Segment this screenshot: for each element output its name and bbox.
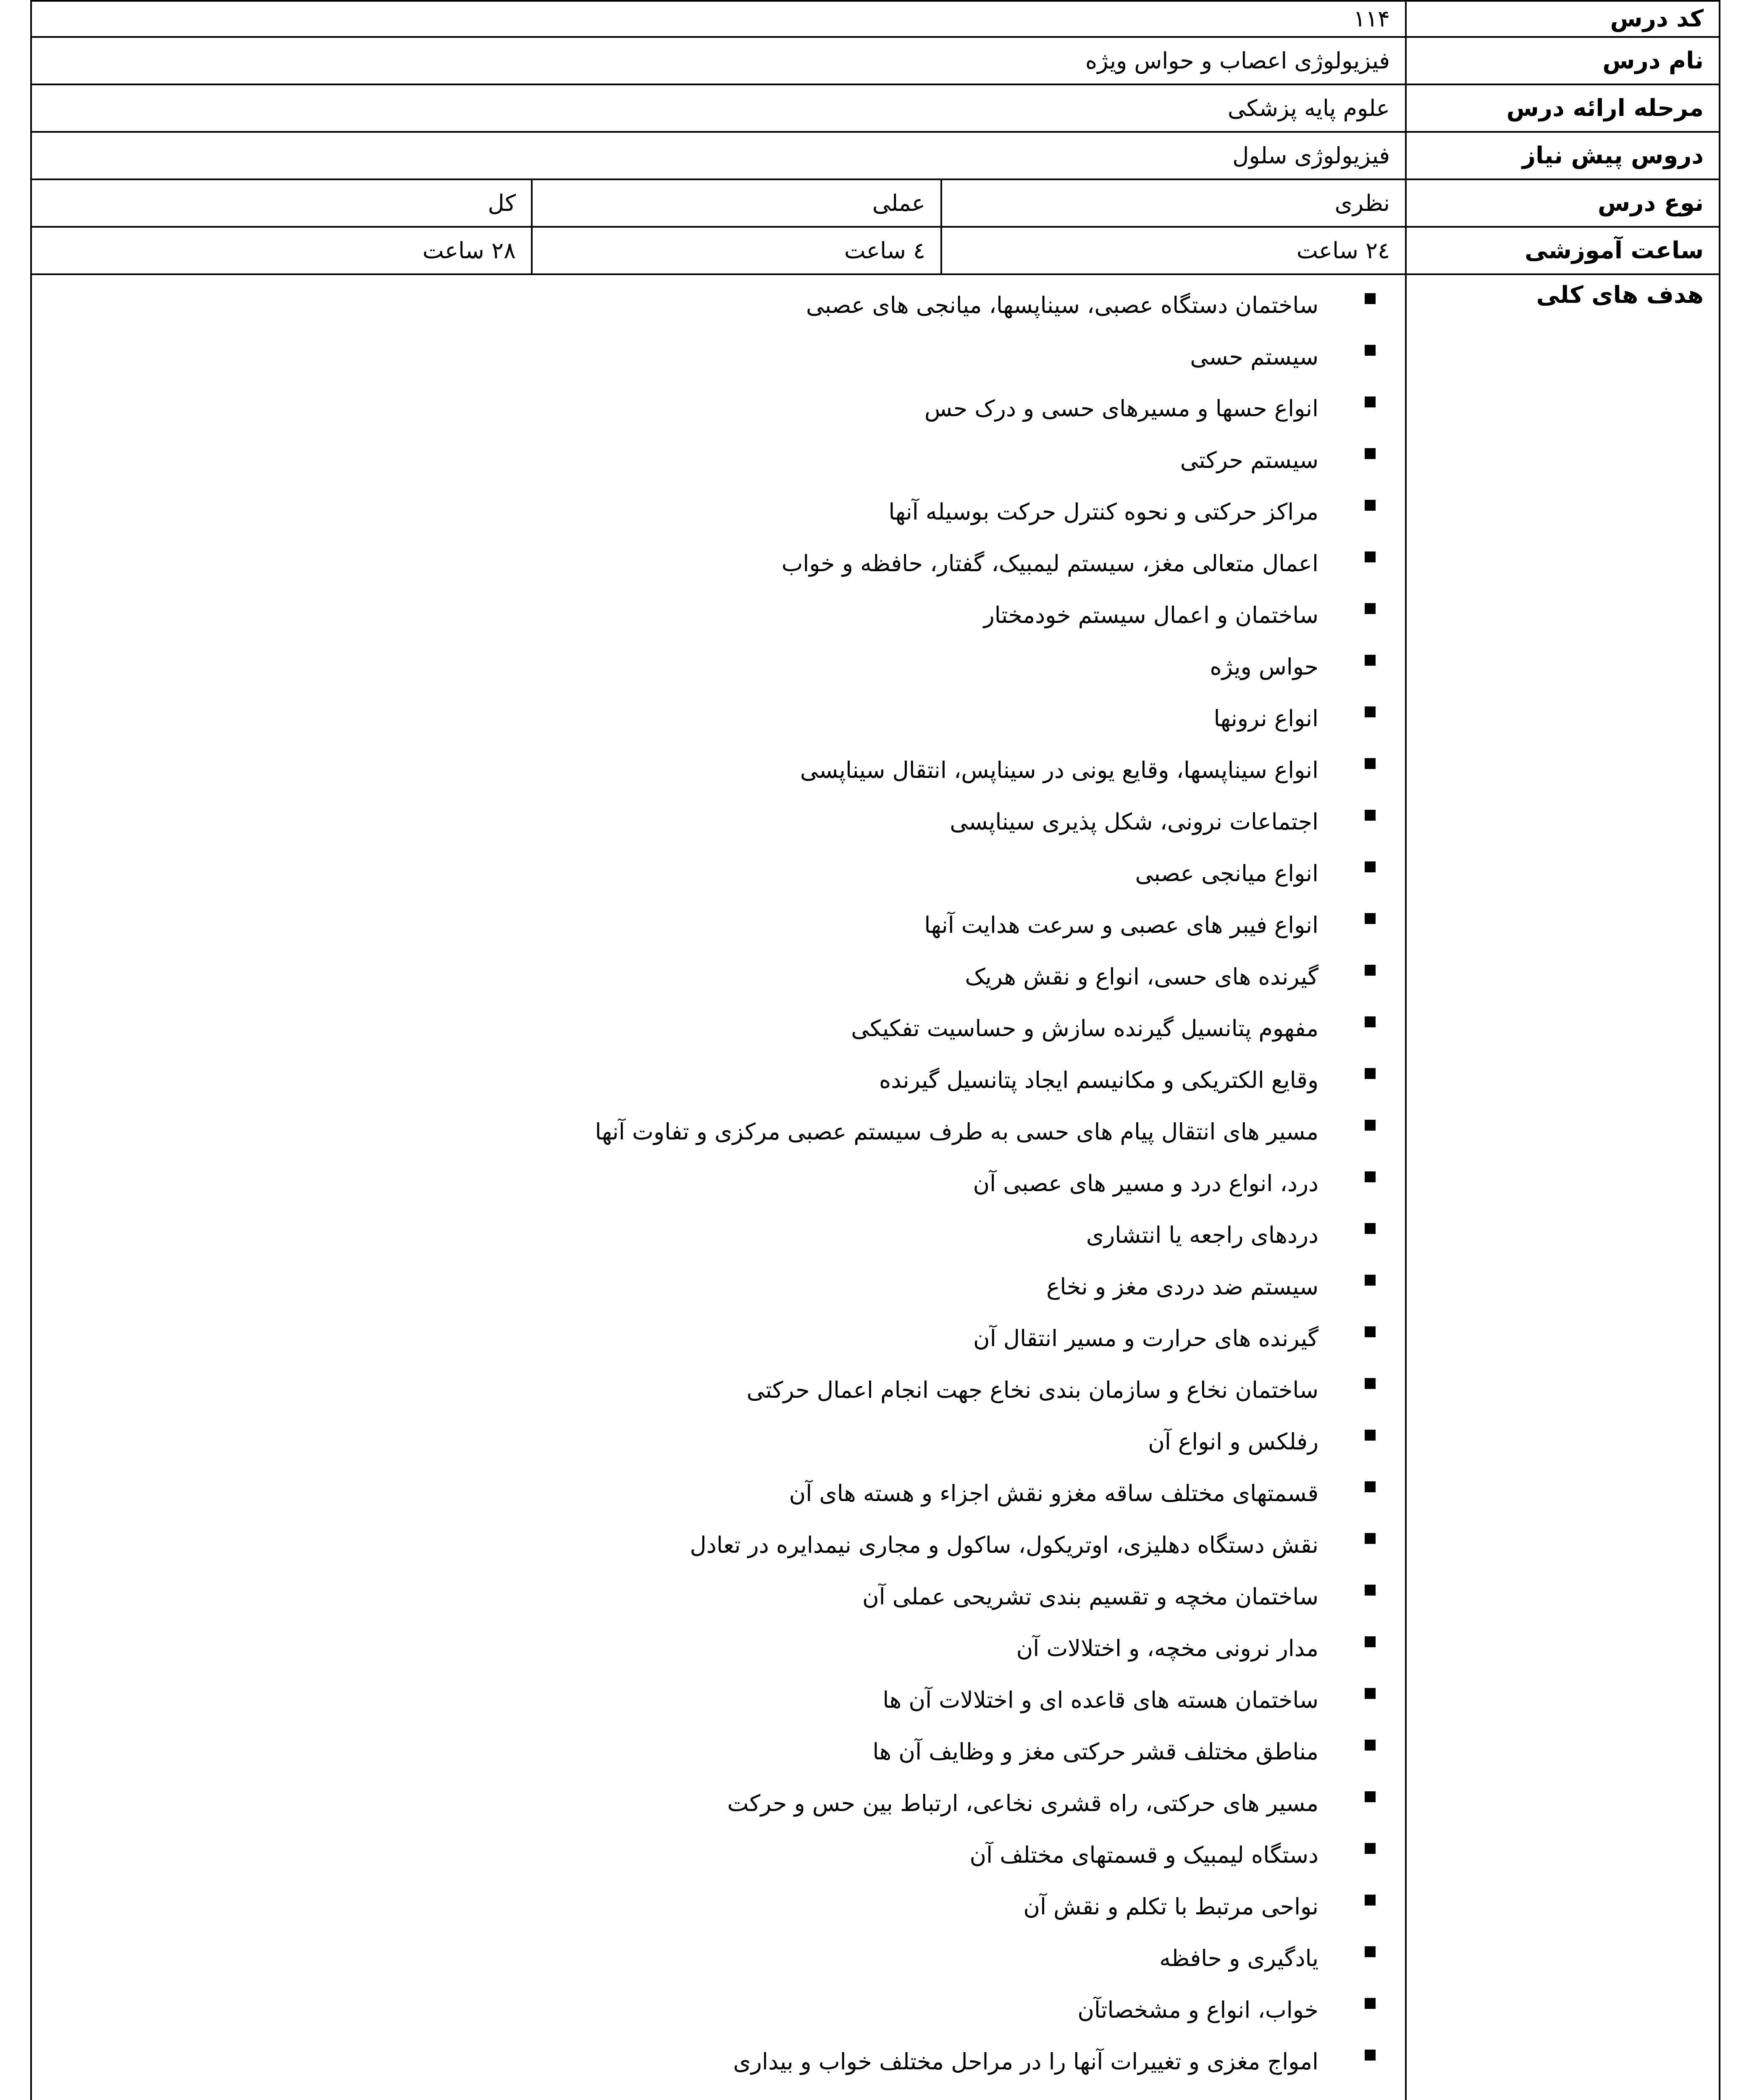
goal-item bbox=[32, 1209, 1405, 1261]
goal-text: رفلکس و انواع آن bbox=[1148, 1428, 1319, 1455]
goal-text: انواع سیناپسها، وقایع یونی در سیناپس، انتقال سیناپسی bbox=[800, 756, 1319, 783]
goal-item bbox=[32, 1519, 1405, 1571]
square-bullet-icon bbox=[1365, 345, 1376, 356]
square-bullet-icon bbox=[1365, 1895, 1376, 1906]
goal-item bbox=[32, 1881, 1405, 1932]
square-bullet-icon bbox=[1365, 500, 1376, 511]
goal-item bbox=[32, 2087, 1405, 2100]
square-bullet-icon bbox=[1365, 1120, 1376, 1131]
goal-text: سیستم ضد دردی مغز و نخاع bbox=[1046, 1273, 1319, 1300]
goal-text: ساختمان هسته های قاعده ای و اختلالات آن ها bbox=[882, 1686, 1319, 1713]
course-info-table bbox=[30, 0, 1720, 2100]
course-type-practical: عملی bbox=[532, 179, 941, 227]
course-hours-row bbox=[31, 227, 1720, 274]
goal-text: ساختمان و اعمال سیستم خودمختار bbox=[983, 601, 1319, 628]
square-bullet-icon bbox=[1365, 448, 1376, 459]
square-bullet-icon bbox=[1365, 655, 1376, 666]
goal-text: اجتماعات نرونی، شکل پذیری سیناپسی bbox=[950, 808, 1319, 835]
goal-text: مسیر های حرکتی، راه قشری نخاعی، ارتباط بین حس و حرکت bbox=[727, 1790, 1319, 1816]
course-hours-practical: ٤ ساعت bbox=[532, 227, 941, 274]
goal-text: یادگیری و حافظه bbox=[1159, 1945, 1319, 1971]
goal-item bbox=[32, 434, 1405, 486]
goal-text: دستگاه لیمبیک و قسمتهای مختلف آن bbox=[969, 1841, 1319, 1868]
goals-label: هدف های کلی bbox=[1406, 274, 1720, 2100]
goal-text: مفهوم پتانسیل گیرنده سازش و حساسیت تفکیکی bbox=[851, 1015, 1319, 1042]
square-bullet-icon bbox=[1365, 1688, 1376, 1699]
square-bullet-icon bbox=[1365, 1171, 1376, 1182]
goal-text: مدار نرونی مخچه، و اختلالات آن bbox=[1016, 1635, 1319, 1662]
goal-text: انواع میانجی عصبی bbox=[1135, 860, 1319, 887]
course-type-total: کل bbox=[31, 179, 532, 227]
square-bullet-icon bbox=[1365, 706, 1376, 717]
course-name-label: نام درس bbox=[1406, 37, 1720, 84]
square-bullet-icon bbox=[1365, 1378, 1376, 1389]
square-bullet-icon bbox=[1365, 810, 1376, 821]
course-hours-theoretical: ۲٤ ساعت bbox=[941, 227, 1406, 274]
square-bullet-icon bbox=[1365, 1946, 1376, 1957]
square-bullet-icon bbox=[1365, 1016, 1376, 1027]
goal-item bbox=[32, 279, 1405, 331]
square-bullet-icon bbox=[1365, 1481, 1376, 1492]
course-code-value: ۱۱۴ bbox=[31, 1, 1406, 37]
goal-item bbox=[32, 1158, 1405, 1209]
square-bullet-icon bbox=[1365, 603, 1376, 614]
goal-text: وقایع الکتریکی و مکانیسم ایجاد پتانسیل گیرنده bbox=[879, 1066, 1319, 1093]
goal-item bbox=[32, 693, 1405, 744]
square-bullet-icon bbox=[1365, 293, 1376, 304]
goal-text: سیستم حسی bbox=[1190, 343, 1319, 370]
square-bullet-icon bbox=[1365, 1791, 1376, 1802]
course-type-row bbox=[31, 179, 1720, 227]
goal-text: مسیر های انتقال پیام های حسی به طرف سیستم عصبی مرکزی و تفاوت آنها bbox=[595, 1118, 1319, 1145]
square-bullet-icon bbox=[1365, 1585, 1376, 1596]
goal-text: انواع نرونها bbox=[1213, 705, 1319, 732]
goal-text: ساختمان دستگاه عصبی، سیناپسها، میانجی های عصبی bbox=[806, 291, 1319, 318]
square-bullet-icon bbox=[1365, 551, 1376, 562]
goal-text: سیستم حرکتی bbox=[1180, 446, 1319, 473]
square-bullet-icon bbox=[1365, 1998, 1376, 2009]
goals-list bbox=[32, 275, 1405, 2100]
goal-text: نقش دستگاه دهلیزی، اوتریکول، ساکول و مجاری نیمدایره در تعادل bbox=[690, 1531, 1319, 1558]
course-hours-total: ۲۸ ساعت bbox=[31, 227, 532, 274]
square-bullet-icon bbox=[1365, 861, 1376, 872]
square-bullet-icon bbox=[1365, 1223, 1376, 1234]
goal-item bbox=[32, 1622, 1405, 1674]
course-type-label: نوع درس bbox=[1406, 179, 1720, 227]
square-bullet-icon bbox=[1365, 1430, 1376, 1441]
square-bullet-icon bbox=[1365, 1326, 1376, 1337]
goal-item bbox=[32, 1364, 1405, 1416]
square-bullet-icon bbox=[1365, 965, 1376, 976]
course-stage-label: مرحله ارائه درس bbox=[1406, 84, 1720, 132]
goal-text: مناطق مختلف قشر حرکتی مغز و وظایف آن ها bbox=[872, 1738, 1319, 1765]
goal-item bbox=[32, 538, 1405, 589]
goal-text: خواب، انواع و مشخصاتآن bbox=[1077, 1996, 1319, 2023]
goal-item bbox=[32, 1571, 1405, 1622]
goal-item bbox=[32, 1829, 1405, 1881]
prerequisites-row bbox=[31, 132, 1720, 179]
course-code-row bbox=[31, 1, 1720, 37]
goal-item bbox=[32, 641, 1405, 693]
course-name-row bbox=[31, 37, 1720, 84]
goal-item bbox=[32, 1674, 1405, 1726]
square-bullet-icon bbox=[1365, 1275, 1376, 1286]
square-bullet-icon bbox=[1365, 1636, 1376, 1647]
goal-text: انواع فیبر های عصبی و سرعت هدایت آنها bbox=[924, 911, 1319, 938]
square-bullet-icon bbox=[1365, 1068, 1376, 1079]
goal-text: ساختمان مخچه و تقسیم بندی تشریحی عملی آن bbox=[862, 1583, 1319, 1610]
goal-item bbox=[32, 848, 1405, 899]
goal-item bbox=[32, 796, 1405, 848]
goal-text: مراکز حرکتی و نحوه کنترل حرکت بوسیله آنها bbox=[888, 498, 1319, 525]
square-bullet-icon bbox=[1365, 1533, 1376, 1544]
goal-item bbox=[32, 331, 1405, 383]
goal-text: انواع حسها و مسیرهای حسی و درک حس bbox=[924, 395, 1319, 422]
goal-item bbox=[32, 1467, 1405, 1519]
square-bullet-icon bbox=[1365, 396, 1376, 407]
goal-item bbox=[32, 589, 1405, 641]
square-bullet-icon bbox=[1365, 1740, 1376, 1751]
goal-text: گیرنده های حسی، انواع و نقش هریک bbox=[965, 963, 1319, 990]
goal-text: قسمتهای مختلف ساقه مغزو نقش اجزاء و هسته های آن bbox=[789, 1480, 1319, 1507]
goal-text: حواس ویژه bbox=[1210, 653, 1319, 680]
goal-text: گیرنده های حرارت و مسیر انتقال آن bbox=[973, 1325, 1319, 1352]
square-bullet-icon bbox=[1365, 913, 1376, 924]
goal-item bbox=[32, 744, 1405, 796]
goal-text: نواحی مرتبط با تکلم و نقش آن bbox=[1023, 1893, 1319, 1920]
square-bullet-icon bbox=[1365, 1843, 1376, 1854]
goal-item bbox=[32, 2036, 1405, 2087]
course-stage-row bbox=[31, 84, 1720, 132]
goals-row bbox=[31, 274, 1720, 2100]
goal-item bbox=[32, 1416, 1405, 1467]
goal-item bbox=[32, 383, 1405, 434]
goal-text: اعمال متعالی مغز، سیستم لیمبیک، گفتار، حافظه و خواب bbox=[781, 550, 1319, 577]
goal-item bbox=[32, 1984, 1405, 2036]
goal-text: درد، انواع درد و مسیر های عصبی آن bbox=[973, 1170, 1319, 1197]
goal-text: امواج مغزی و تغییرات آنها را در مراحل مختلف خواب و بیداری bbox=[733, 2048, 1319, 2075]
course-code-label: کد درس bbox=[1406, 1, 1720, 37]
course-hours-label: ساعت آموزشی bbox=[1406, 227, 1720, 274]
goal-item bbox=[32, 1261, 1405, 1312]
goal-item bbox=[32, 1932, 1405, 1984]
goal-text: ساختمان نخاع و سازمان بندی نخاع جهت انجام اعمال حرکتی bbox=[746, 1376, 1319, 1403]
goal-item bbox=[32, 1003, 1405, 1054]
goal-item bbox=[32, 951, 1405, 1003]
course-name-value: فیزیولوژی اعصاب و حواس ویژه bbox=[31, 37, 1406, 84]
square-bullet-icon bbox=[1365, 758, 1376, 769]
course-stage-value: علوم پایه پزشکی bbox=[31, 84, 1406, 132]
prerequisites-value: فیزیولوژی سلول bbox=[31, 132, 1406, 179]
goal-item bbox=[32, 1312, 1405, 1364]
prerequisites-label: دروس پیش نیاز bbox=[1406, 132, 1720, 179]
goal-text: دردهای راجعه یا انتشاری bbox=[1086, 1221, 1319, 1248]
course-type-theoretical: نظری bbox=[941, 179, 1406, 227]
goal-item bbox=[32, 1726, 1405, 1777]
goals-cell bbox=[31, 274, 1406, 2100]
goal-item bbox=[32, 1777, 1405, 1829]
goal-item bbox=[32, 1106, 1405, 1158]
goal-item bbox=[32, 486, 1405, 538]
goal-item bbox=[32, 899, 1405, 951]
goal-item bbox=[32, 1054, 1405, 1106]
square-bullet-icon bbox=[1365, 2050, 1376, 2061]
